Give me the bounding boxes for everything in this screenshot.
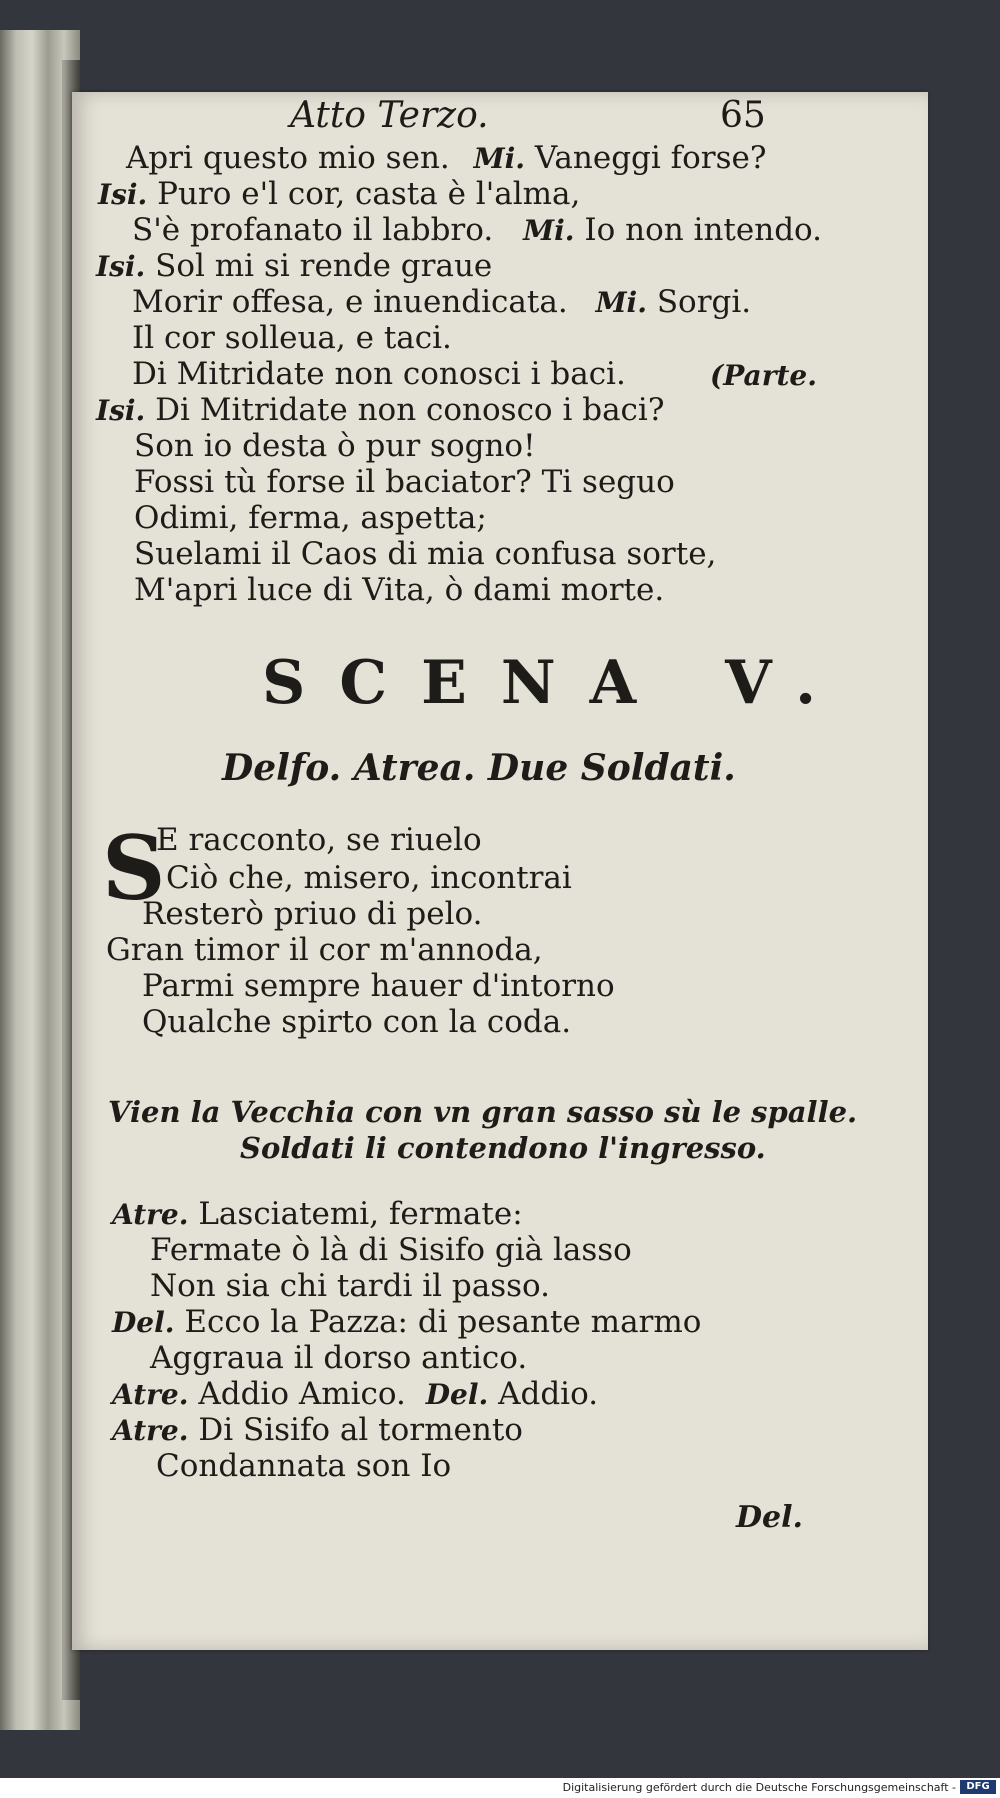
- aria-line: Gran timor il cor m'annoda,: [106, 932, 543, 968]
- verse-line: [96, 392, 664, 429]
- verse-line: [134, 572, 664, 608]
- speaker-label: Atre.: [112, 1378, 189, 1411]
- verse-line: [132, 320, 452, 356]
- verse-line: [150, 1268, 550, 1304]
- verse-text: Fossi tù forse il baciator? Ti seguo: [134, 464, 675, 500]
- verse-text: Vaneggi forse?: [534, 140, 767, 176]
- verse-line: [96, 248, 492, 285]
- speaker-label: Atre.: [112, 1198, 189, 1231]
- speaker-label: Mi.: [595, 286, 647, 319]
- verse-line: [132, 212, 822, 249]
- stage-direction: Vien la Vecchia con vn gran sasso sù le spalle.: [108, 1095, 858, 1129]
- speaker-label: Isi.: [98, 178, 148, 211]
- verse-text: S'è profanato il labbro.: [132, 212, 494, 248]
- speaker-label: Del.: [112, 1306, 175, 1339]
- verse-line: [126, 140, 767, 177]
- verse-text: Addio.: [498, 1376, 599, 1412]
- verse-line: [134, 500, 487, 536]
- verse-text: Non sia chi tardi il passo.: [150, 1268, 551, 1304]
- verse-text: Odimi, ferma, aspetta;: [134, 500, 487, 536]
- verse-text: Di Mitridate non conosco i baci?: [155, 392, 665, 428]
- verse-text: Fermate ò là di Sisifo già lasso: [150, 1232, 632, 1268]
- verse-line: [132, 284, 751, 321]
- verse-text: Lasciatemi, fermate:: [198, 1196, 523, 1232]
- stage-aside: (Parte.: [710, 359, 817, 392]
- verse-line: [98, 176, 580, 213]
- aria-line: Qualche spirto con la coda.: [142, 1004, 572, 1040]
- verse-text: Il cor solleua, e taci.: [132, 320, 452, 356]
- verse-line: [112, 1412, 523, 1449]
- verse-line: [112, 1376, 598, 1413]
- verse-text: Io non intendo.: [584, 212, 823, 248]
- scene-title: SCENA V.: [262, 648, 851, 718]
- verse-text: Apri questo mio sen.: [126, 140, 450, 176]
- verse-line: [150, 1232, 632, 1268]
- verse-line: [112, 1304, 701, 1341]
- verse-line: [112, 1196, 523, 1233]
- dfg-logo: DFG: [960, 1780, 996, 1794]
- verse-text: Suelami il Caos di mia confusa sorte,: [134, 536, 717, 572]
- verse-text: Addio Amico.: [198, 1376, 406, 1412]
- speaker-label: Isi.: [96, 250, 146, 283]
- speaker-label: Atre.: [112, 1414, 189, 1447]
- scene-characters: Delfo. Atrea. Due Soldati.: [222, 747, 736, 789]
- aria-line: Parmi sempre hauer d'intorno: [142, 968, 615, 1004]
- verse-text: Di Mitridate non conosci i baci.: [132, 356, 626, 392]
- drop-cap: S: [102, 816, 166, 920]
- verse-text: M'apri luce di Vita, ò dami morte.: [134, 572, 665, 608]
- verse-text: Condannata son Io: [156, 1448, 452, 1484]
- digitization-credit: Digitalisierung gefördert durch die Deutsche Forschungsgemeinschaft -: [562, 1781, 956, 1794]
- stage-direction: Soldati li contendono l'ingresso.: [240, 1131, 766, 1165]
- page-number: 65: [720, 95, 766, 136]
- verse-line: [134, 536, 716, 572]
- speaker-label: Mi.: [523, 214, 575, 247]
- verse-text: Sol mi si rende graue: [155, 248, 493, 284]
- verse-text: Puro e'l cor, casta è l'alma,: [157, 176, 581, 212]
- speaker-label: Isi.: [96, 394, 146, 427]
- aria-line: Ciò che, misero, incontrai: [166, 860, 572, 896]
- verse-text: Son io desta ò pur sogno!: [134, 428, 536, 464]
- speaker-label: Del.: [425, 1378, 489, 1411]
- verse-line: [156, 1448, 451, 1484]
- catchword: Del.: [736, 1500, 803, 1535]
- verse-line: [150, 1340, 527, 1376]
- speaker-label: Mi.: [473, 142, 526, 175]
- verse-text: Aggraua il dorso antico.: [150, 1340, 528, 1376]
- verse-line: [132, 356, 626, 392]
- verse-text: Sorgi.: [656, 284, 752, 320]
- verse-line: [134, 428, 536, 464]
- verse-text: Ecco la Pazza: di pesante marmo: [184, 1304, 702, 1340]
- aria-line: Resterò priuo di pelo.: [142, 896, 483, 932]
- verse-line: [134, 464, 675, 500]
- verse-text: Di Sisifo al tormento: [198, 1412, 523, 1448]
- running-title: Atto Terzo.: [290, 95, 489, 136]
- book-page: [72, 92, 928, 1650]
- verse-text: Morir offesa, e inuendicata.: [132, 284, 568, 320]
- aria-line: E racconto, se riuelo: [156, 822, 482, 858]
